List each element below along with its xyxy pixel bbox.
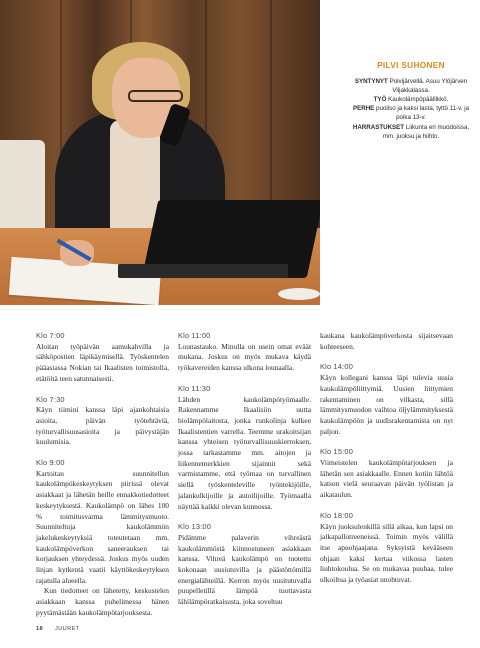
profile-box [352, 60, 470, 141]
entry-text: Kartoitan suunnitellun kaukolämpökeskeytyksen piirissä olevat asiakkaat ja lähetän heille ennakkotiedotteet keskeytyksestä. Kaukolämpö on lähes 100 % toimitusvarma lämmitysmuoto. Suunniteltuja kaukolämmön jakelukeskeytyksiä toteutetaan mm. kaukolämpöverkon saneerauksen tai korjauksen yhteydessä. Joskus myös uuden linjan kytkentä vaatii käyttökeskeytyksen rajatulla alueella. [36, 468, 169, 585]
time-heading: Klo 11:30 [178, 383, 211, 393]
time-heading: Klo 7:30 [36, 394, 65, 404]
entry-text: Pidämme palaverin vihreästä kaukolämmöstä kiinnostuneen asiakkaan kanssa. Vihreä kaukolämpö on tuotettu kokonaan uusiutuvilla ja päästöttömillä energialähteillä. Kerron myös uusitutuvalla puupelletillä lämpöä tuottavasta lähilämpöratkaisusta, joka soveltuu [178, 532, 311, 607]
entry-text: Kun tiedotteet on lähetetty, keskustelen asiakkaan kanssa puhelimessa hänen pyytämästään kaukolämpötarjouksesta. [36, 586, 169, 617]
time-heading: Klo 7:00 [36, 331, 65, 340]
time-heading: Klo 13:00 [178, 522, 212, 532]
time-heading: Klo 14:00 [320, 362, 354, 372]
magazine-name: JUURET [55, 626, 80, 632]
entry-text: Viimeistelen kaukolämpötarjouksen ja lähetän sen asiakkaalle. Ennen kotiin lähtöä katson vielä seuraavan päivän työlistan ja aikataulun. [320, 458, 453, 500]
time-heading: Klo 15:00 [320, 447, 354, 457]
entry-text: Käyn juoksulenkillä sillä aikaa, kun lapsi on jalkapallotreeneissä. Toimin myös välillä itse apuohjaajana. Syksyistä kevääseen ohjaan kaksi kertaa viikossa lasten liuhtokoulua. Se on mukavaa puuhaa, tulee ulkoiltua ja työasiat unohtuvat. [320, 521, 453, 585]
time-heading: Klo 9:00 [36, 458, 65, 468]
profile-work: TYÖ Kaukolämpöpäällikkö. [373, 95, 449, 103]
entry-text: Käyn tiimini kanssa läpi ajankohtaisia asioita, päivän työtehtäviä, työturvallisuusasioita ja päivystäjän kuulumisia. [36, 405, 169, 447]
time-heading: Klo 11:00 [178, 331, 211, 340]
profile-born: SYNTYNYT Polvijärvellä. Asuu Ylöjärven Viljakkalassa. [354, 77, 468, 94]
entry-text: Aloitan työpäivän aamukahvilla ja sähköpostien läpikäymisellä. Työskentelen pääasiassa Nokian tai Ikaalisten toimistolla, etätöitä teen satunnaisesti. [36, 341, 169, 383]
entry-text: Käyn kollegani kanssa läpi tulevia uusia kaukolämpöliittymiä. Uusien liittymien rakentaminen on vilkasta, sillä lämmitysmuodon vaihtoa öljylämmityksestä kaukolämpöön ja uudisrakentamista on nyt paljon. [320, 373, 453, 436]
text-column-3 [320, 331, 453, 586]
portrait-photo [0, 0, 320, 305]
entry-text: Lounastauko. Minulla on usein omat eväät mukana. Joskus on myös mukava käydä työkavereiden kanssa ulkona lounaalla. [178, 341, 311, 373]
profile-hobbies: HARRASTUKSET Liikunta eri muodoissa, mm. juoksu ja hiihto. [352, 123, 470, 140]
entry-text: Lähden kaukolämpötyömaalle. Rakennamme Ikaalisiin uutta biolämpölaitosta, jonka runkolinja kulkee Ikaalistentien varrella. Teemme urakoitsijan kanssa yhteisen työturvallisuuskierroksen, jossa tarkastamme mm. aitojen ja liikennemerkkien sijainnit sekä varmistamme, että työmaa on turvallinen siellä työskenteleville työntekijöille, jalankulkijoille ja autoilijoille. Työmaalla näyttää kaikki olevan kunnossa. [178, 394, 311, 511]
profile-family: PERHE puoliso ja kaksi lasta, tyttö 11-v. ja poika 13-v. [352, 105, 470, 122]
page-footer [36, 626, 79, 632]
time-heading: Klo 18:00 [320, 510, 354, 520]
text-column-1 [36, 331, 169, 619]
entry-text: kaukana kaukolämpöverkosta sijaitsevaan kohteeseen. [320, 331, 453, 351]
page-number: 18 [36, 626, 44, 632]
text-column-2 [178, 331, 311, 608]
profile-name: PILVI SUHONEN [377, 60, 445, 70]
